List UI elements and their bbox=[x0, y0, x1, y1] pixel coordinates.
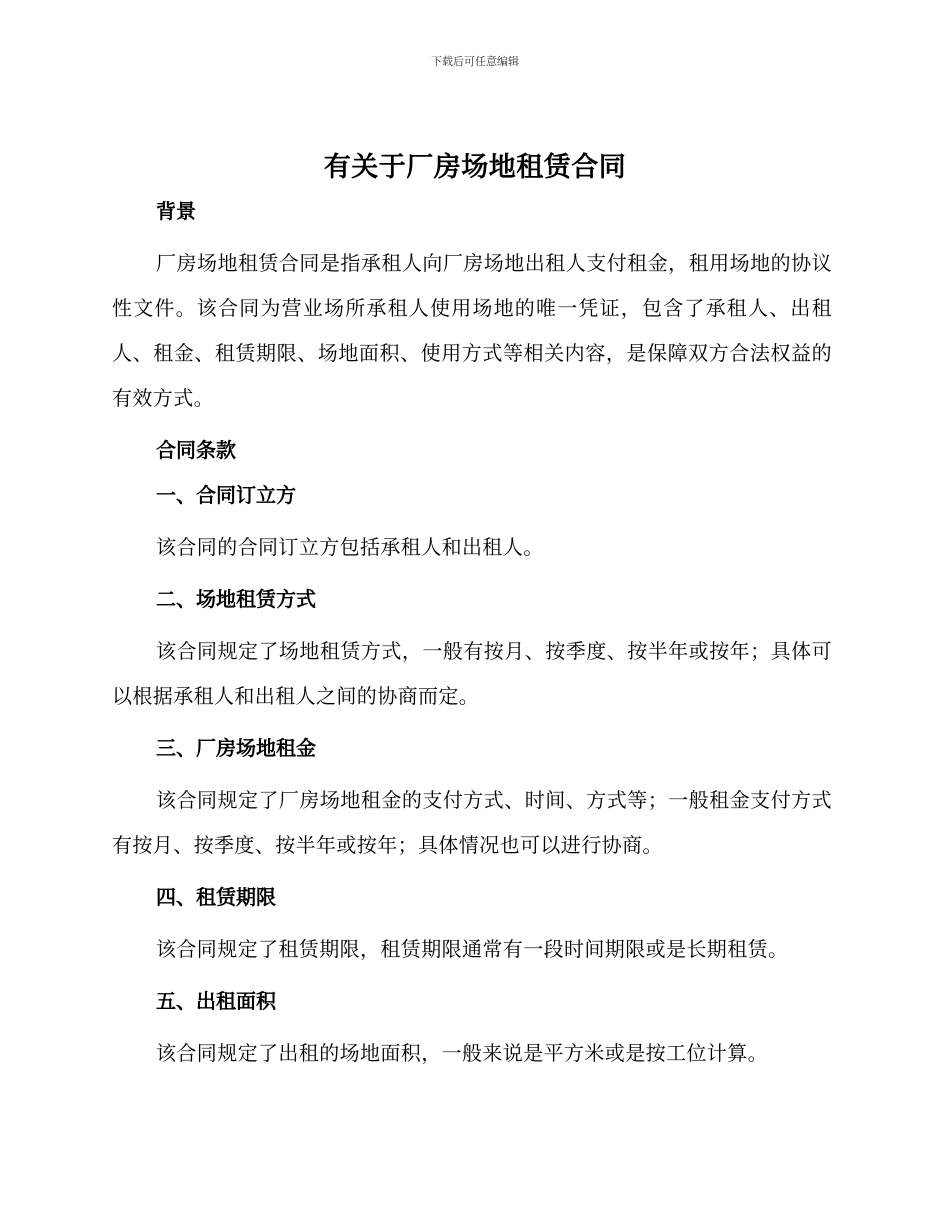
section-heading-parties: 一、合同订立方 bbox=[156, 483, 296, 507]
section-heading-background: 背景 bbox=[156, 199, 196, 223]
document-title: 有关于厂房场地租赁合同 bbox=[323, 152, 627, 183]
paragraph-rent: 该合同规定了厂房场地租金的支付方式、时间、方式等；一般租金支付方式有按月、按季度、按半年或按年；具体情况也可以进行协商。 bbox=[112, 788, 832, 857]
page-header-note: 下载后可任意编辑 bbox=[431, 55, 519, 68]
paragraph-background: 厂房场地租赁合同是指承租人向厂房场地出租人支付租金，租用场地的协议性文件。该合同为营业场所承租人使用场地的唯一凭证，包含了承租人、出租人、租金、租赁期限、场地面积、使用方式等相关内容，是保障双方合法权益的有效方式。 bbox=[112, 251, 832, 410]
section-heading-area: 五、出租面积 bbox=[156, 989, 276, 1013]
section-heading-rent: 三、厂房场地租金 bbox=[156, 736, 316, 760]
paragraph-lease-method: 该合同规定了场地租赁方式，一般有按月、按季度、按半年或按年；具体可以根据承租人和出租人之间的协商而定。 bbox=[112, 639, 832, 708]
section-heading-lease-method: 二、场地租赁方式 bbox=[156, 587, 316, 611]
section-heading-terms: 合同条款 bbox=[156, 438, 236, 462]
paragraph-area: 该合同规定了出租的场地面积，一般来说是平方米或是按工位计算。 bbox=[156, 1041, 768, 1065]
document-body bbox=[112, 196, 832, 1076]
paragraph-term: 该合同规定了租赁期限，租赁期限通常有一段时间期限或是长期租赁。 bbox=[156, 937, 789, 961]
paragraph-parties: 该合同的合同订立方包括承租人和出租人。 bbox=[156, 535, 544, 559]
section-heading-term: 四、租赁期限 bbox=[156, 885, 276, 909]
